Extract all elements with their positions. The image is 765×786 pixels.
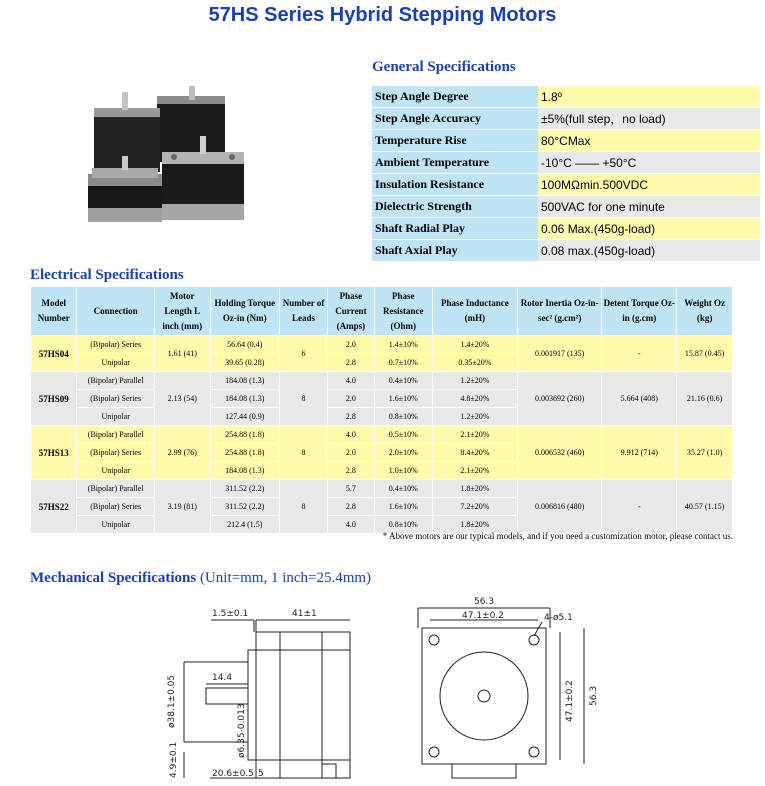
- dim-flat-height: 4.9±0.1: [169, 741, 179, 778]
- connection-cell: (Bipolar) Parallel: [77, 372, 154, 390]
- detent-cell: 5.664 (408): [602, 372, 677, 426]
- mechanical-drawing: [160, 592, 605, 784]
- col-torque: Holding Torque Oz-in (Nm): [210, 287, 279, 336]
- dim-shaft-flange: 1.5±0.1: [212, 609, 249, 619]
- inertia-cell: 0.006532 (460): [517, 426, 601, 480]
- current-cell: 2.8: [328, 462, 374, 480]
- current-cell: 4.0: [328, 426, 374, 444]
- spec-value: -10°C —— +50°C: [538, 152, 760, 174]
- weight-cell: 35.27 (1.0): [677, 426, 733, 480]
- leads-cell: 8: [279, 480, 327, 534]
- connection-cell: (Bipolar) Parallel: [77, 480, 154, 498]
- torque-cell: 311.52 (2.2): [210, 498, 279, 516]
- spec-label: Shaft Axial Play: [372, 240, 538, 262]
- col-resistance: Phase Resistance (Ohm): [374, 287, 432, 336]
- resistance-cell: 0.4±10%: [374, 480, 432, 498]
- torque-cell: 184.08 (1.3): [210, 390, 279, 408]
- leads-cell: 8: [279, 426, 327, 480]
- unit-note: (Unit=mm, 1 inch=25.4mm): [199, 570, 372, 586]
- dim-body-length: 41±1: [292, 609, 317, 619]
- current-cell: 2.8: [328, 498, 374, 516]
- col-weight: Weight Oz (kg): [677, 287, 733, 336]
- inductance-cell: 2.1±20%: [432, 462, 517, 480]
- torque-cell: 184.08 (1.3): [210, 372, 279, 390]
- resistance-cell: 0.7±10%: [374, 354, 432, 372]
- customization-note: * Above motors are our typical models, and if you need a customization motor, please contact us.: [382, 531, 733, 541]
- table-row: [31, 480, 733, 498]
- electrical-specs-heading: Electrical Specifications: [30, 267, 184, 283]
- dim-shaft-total: 20.6±0.5: [212, 769, 254, 779]
- spec-value: 0.06 Max.(450g-load): [538, 218, 760, 240]
- dim-boss-diameter: ø38.1±0.05: [167, 674, 177, 728]
- current-cell: 2.8: [328, 354, 374, 372]
- table-row: [31, 426, 733, 444]
- dim-shaft-length: 14.4: [212, 673, 233, 683]
- resistance-cell: 0.8±10%: [374, 516, 432, 534]
- table-row: [31, 336, 733, 354]
- resistance-cell: 0.4±10%: [374, 372, 432, 390]
- current-cell: 2.0: [328, 390, 374, 408]
- col-connection: Connection: [77, 287, 154, 336]
- table-row: [31, 372, 733, 390]
- spec-label: Ambient Temperature: [372, 152, 538, 174]
- connection-cell: (Bipolar) Parallel: [77, 426, 154, 444]
- dim-boss-depth: 5: [258, 769, 264, 779]
- torque-cell: 39.65 (0.28): [210, 354, 279, 372]
- torque-cell: 311.52 (2.2): [210, 480, 279, 498]
- weight-cell: 15.87 (0.45): [677, 336, 733, 372]
- inertia-cell: 0.001917 (135): [517, 336, 601, 372]
- torque-cell: 254.88 (1.8): [210, 444, 279, 462]
- torque-cell: 184.08 (1.3): [210, 462, 279, 480]
- general-spec-row: [372, 152, 760, 174]
- resistance-cell: 0.5±10%: [374, 426, 432, 444]
- connection-cell: Unipolar: [77, 408, 154, 426]
- leads-cell: 8: [279, 372, 327, 426]
- dim-hole-spacing-h: 47.1±0.2: [462, 611, 504, 621]
- resistance-cell: 1.6±10%: [374, 498, 432, 516]
- model-cell: 57HS22: [31, 480, 77, 534]
- connection-cell: (Bipolar) Series: [77, 498, 154, 516]
- inductance-cell: 1.8±20%: [432, 516, 517, 534]
- spec-label: Dielectric Strength: [372, 196, 538, 218]
- col-inductance: Phase Inductance (mH): [432, 287, 517, 336]
- connection-cell: Unipolar: [77, 516, 154, 534]
- resistance-cell: 0.8±10%: [374, 408, 432, 426]
- inductance-cell: 8.4±20%: [432, 444, 517, 462]
- spec-value: 0.08 max.(450g-load): [538, 240, 760, 262]
- general-spec-row: [372, 218, 760, 240]
- length-cell: 2.13 (54): [154, 372, 210, 426]
- length-cell: 3.19 (81): [154, 480, 210, 534]
- weight-cell: 21.16 (0.6): [677, 372, 733, 426]
- col-model: Model Number: [31, 287, 77, 336]
- inductance-cell: 1.4±20%: [432, 336, 517, 354]
- connection-cell: (Bipolar) Series: [77, 390, 154, 408]
- current-cell: 4.0: [328, 372, 374, 390]
- spec-label: Step Angle Accuracy: [372, 108, 538, 130]
- dim-front-width: 56.3: [474, 597, 495, 607]
- electrical-specs-table: [30, 286, 733, 534]
- col-current: Phase Current (Amps): [328, 287, 374, 336]
- model-cell: 57HS04: [31, 336, 77, 372]
- inertia-cell: 0.003692 (260): [517, 372, 601, 426]
- connection-cell: (Bipolar) Series: [77, 336, 154, 354]
- current-cell: 4.0: [328, 516, 374, 534]
- current-cell: 2.0: [328, 336, 374, 354]
- resistance-cell: 1.6±10%: [374, 390, 432, 408]
- inductance-cell: 7.2±20%: [432, 498, 517, 516]
- detent-cell: -: [602, 480, 677, 534]
- current-cell: 2.8: [328, 408, 374, 426]
- motor-photo: [82, 86, 272, 234]
- inductance-cell: 2.1±20%: [432, 426, 517, 444]
- table-header-row: [31, 287, 733, 336]
- model-cell: 57HS13: [31, 426, 77, 480]
- resistance-cell: 1.0±10%: [374, 462, 432, 480]
- dim-shaft-diameter: ø6.35-0.013: [237, 703, 247, 758]
- general-spec-row: [372, 240, 760, 262]
- weight-cell: 40.57 (1.15): [677, 480, 733, 534]
- current-cell: 2.0: [328, 444, 374, 462]
- leads-cell: 6: [279, 336, 327, 372]
- detent-cell: 9.912 (714): [602, 426, 677, 480]
- inductance-cell: 1.8±20%: [432, 480, 517, 498]
- dim-mounting-holes: 4-ø5.1: [544, 613, 573, 623]
- torque-cell: 56.64 (0.4): [210, 336, 279, 354]
- col-length: Motor Length L inch (mm): [154, 287, 210, 336]
- spec-label: Shaft Radial Play: [372, 218, 538, 240]
- resistance-cell: 2.0±10%: [374, 444, 432, 462]
- torque-cell: 127.44 (0.9): [210, 408, 279, 426]
- current-cell: 5.7: [328, 480, 374, 498]
- inductance-cell: 0.35±20%: [432, 354, 517, 372]
- torque-cell: 212.4 (1.5): [210, 516, 279, 534]
- general-spec-row: [372, 130, 760, 152]
- inductance-cell: 4.8±20%: [432, 390, 517, 408]
- spec-label: Temperature Rise: [372, 130, 538, 152]
- torque-cell: 254.88 (1.8): [210, 426, 279, 444]
- general-specs-table: [372, 86, 760, 262]
- dim-hole-spacing-v: 47.1±0.2: [565, 680, 575, 722]
- length-cell: 2.99 (76): [154, 426, 210, 480]
- model-cell: 57HS09: [31, 372, 77, 426]
- resistance-cell: 1.4±10%: [374, 336, 432, 354]
- col-detent: Detent Torque Oz-in (g.cm): [602, 287, 677, 336]
- mechanical-heading-text: Mechanical Specifications: [30, 570, 197, 586]
- mechanical-specs-heading: [30, 570, 371, 587]
- general-specs-heading: General Specifications: [372, 59, 516, 75]
- spec-value: 1.8º: [538, 86, 760, 108]
- inductance-cell: 1.2±20%: [432, 372, 517, 390]
- col-leads: Number of Leads: [279, 287, 327, 336]
- dim-front-height: 56.3: [589, 685, 599, 706]
- spec-value: 100MΩmin.500VDC: [538, 174, 760, 196]
- general-spec-row: [372, 86, 760, 108]
- inductance-cell: 1.2±20%: [432, 408, 517, 426]
- spec-label: Insulation Resistance: [372, 174, 538, 196]
- spec-value: ±5%(full step，no load): [538, 108, 760, 130]
- detent-cell: -: [602, 336, 677, 372]
- inertia-cell: 0.006816 (480): [517, 480, 601, 534]
- spec-label: Step Angle Degree: [372, 86, 538, 108]
- page-title: 57HS Series Hybrid Stepping Motors: [208, 4, 557, 26]
- connection-cell: Unipolar: [77, 462, 154, 480]
- general-spec-row: [372, 108, 760, 130]
- general-spec-row: [372, 196, 760, 218]
- connection-cell: Unipolar: [77, 354, 154, 372]
- col-inertia: Rotor Inertia Oz-in-sec² (g.cm²): [517, 287, 601, 336]
- general-spec-row: [372, 174, 760, 196]
- spec-value: 500VAC for one minute: [538, 196, 760, 218]
- spec-value: 80°CMax: [538, 130, 760, 152]
- length-cell: 1.61 (41): [154, 336, 210, 372]
- connection-cell: (Bipolar) Series: [77, 444, 154, 462]
